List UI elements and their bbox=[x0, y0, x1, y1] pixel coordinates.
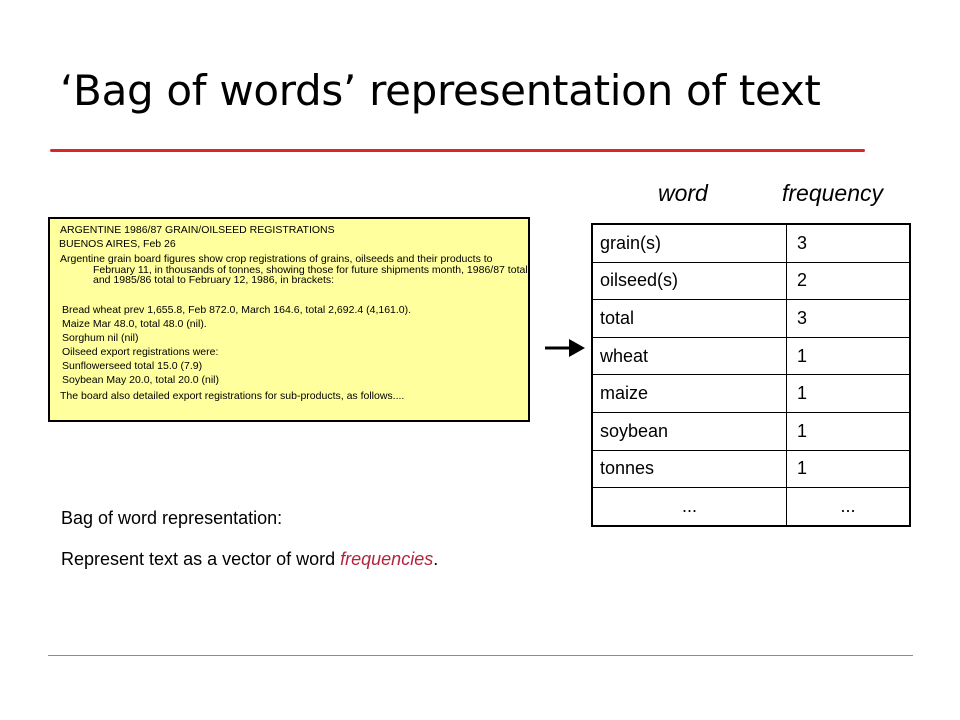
table-row bbox=[592, 337, 910, 375]
frequency-cell: 3 bbox=[787, 224, 911, 262]
document-headline: ARGENTINE 1986/87 GRAIN/OILSEED REGISTRATIONS bbox=[60, 224, 335, 236]
document-line-sunflowerseed: Sunflowerseed total 15.0 (7.9) bbox=[62, 360, 203, 372]
title-underline bbox=[50, 149, 865, 152]
frequency-cell: 1 bbox=[787, 337, 911, 375]
frequency-column-header: frequency bbox=[782, 180, 884, 206]
document-paragraph: Argentine grain board figures show crop registrations of grains, oilseeds and their products to February 11, in thousands of tonnes, showing those for future shipments month, 1986/87 total and 1985/86 total to February 12, 1986, in brackets: bbox=[60, 253, 528, 287]
caption-text: Represent text as a vector of word bbox=[61, 549, 341, 569]
word-cell: maize bbox=[592, 375, 787, 413]
word-frequency-table bbox=[591, 223, 911, 527]
word-cell: tonnes bbox=[592, 450, 787, 488]
table-row bbox=[592, 450, 910, 488]
table-row bbox=[592, 413, 910, 451]
word-cell: grain(s) bbox=[592, 224, 787, 262]
word-column-header: word bbox=[658, 180, 708, 206]
frequency-cell: 1 bbox=[787, 375, 911, 413]
word-cell: oilseed(s) bbox=[592, 262, 787, 300]
document-dateline: BUENOS AIRES, Feb 26 bbox=[59, 238, 176, 250]
document-line-soybean: Soybean May 20.0, total 20.0 (nil) bbox=[62, 374, 220, 386]
slide-title: ‘Bag of words’ representation of text bbox=[60, 66, 821, 115]
caption-highlight: frequencies bbox=[340, 549, 434, 569]
document-line-subproducts: The board also detailed export registrations for sub-products, as follows.... bbox=[60, 390, 405, 402]
word-cell: soybean bbox=[592, 413, 787, 451]
news-document bbox=[48, 217, 530, 422]
frequency-cell: 1 bbox=[787, 450, 911, 488]
frequency-cell: ... bbox=[787, 488, 911, 526]
caption-period: . bbox=[433, 549, 439, 569]
word-cell: wheat bbox=[592, 337, 787, 375]
table-row bbox=[592, 300, 910, 338]
document-line-wheat: Bread wheat prev 1,655.8, Feb 872.0, March 164.6, total 2,692.4 (4,161.0). bbox=[62, 304, 412, 316]
caption-heading: Bag of word representation: bbox=[61, 508, 283, 528]
document-line-oilseed: Oilseed export registrations were: bbox=[62, 346, 219, 358]
right-arrow-icon bbox=[545, 337, 585, 359]
frequency-cell: 1 bbox=[787, 413, 911, 451]
frequency-cell: 3 bbox=[787, 300, 911, 338]
document-line-sorghum: Sorghum nil (nil) bbox=[62, 332, 139, 344]
table-row-ellipsis bbox=[592, 488, 910, 526]
table-row bbox=[592, 375, 910, 413]
document-line-maize: Maize Mar 48.0, total 48.0 (nil). bbox=[62, 318, 207, 330]
caption-description bbox=[61, 549, 438, 570]
table-row bbox=[592, 224, 910, 262]
footer-divider bbox=[48, 655, 913, 656]
frequency-cell: 2 bbox=[787, 262, 911, 300]
table-row bbox=[592, 262, 910, 300]
word-cell: total bbox=[592, 300, 787, 338]
word-cell: ... bbox=[592, 488, 787, 526]
